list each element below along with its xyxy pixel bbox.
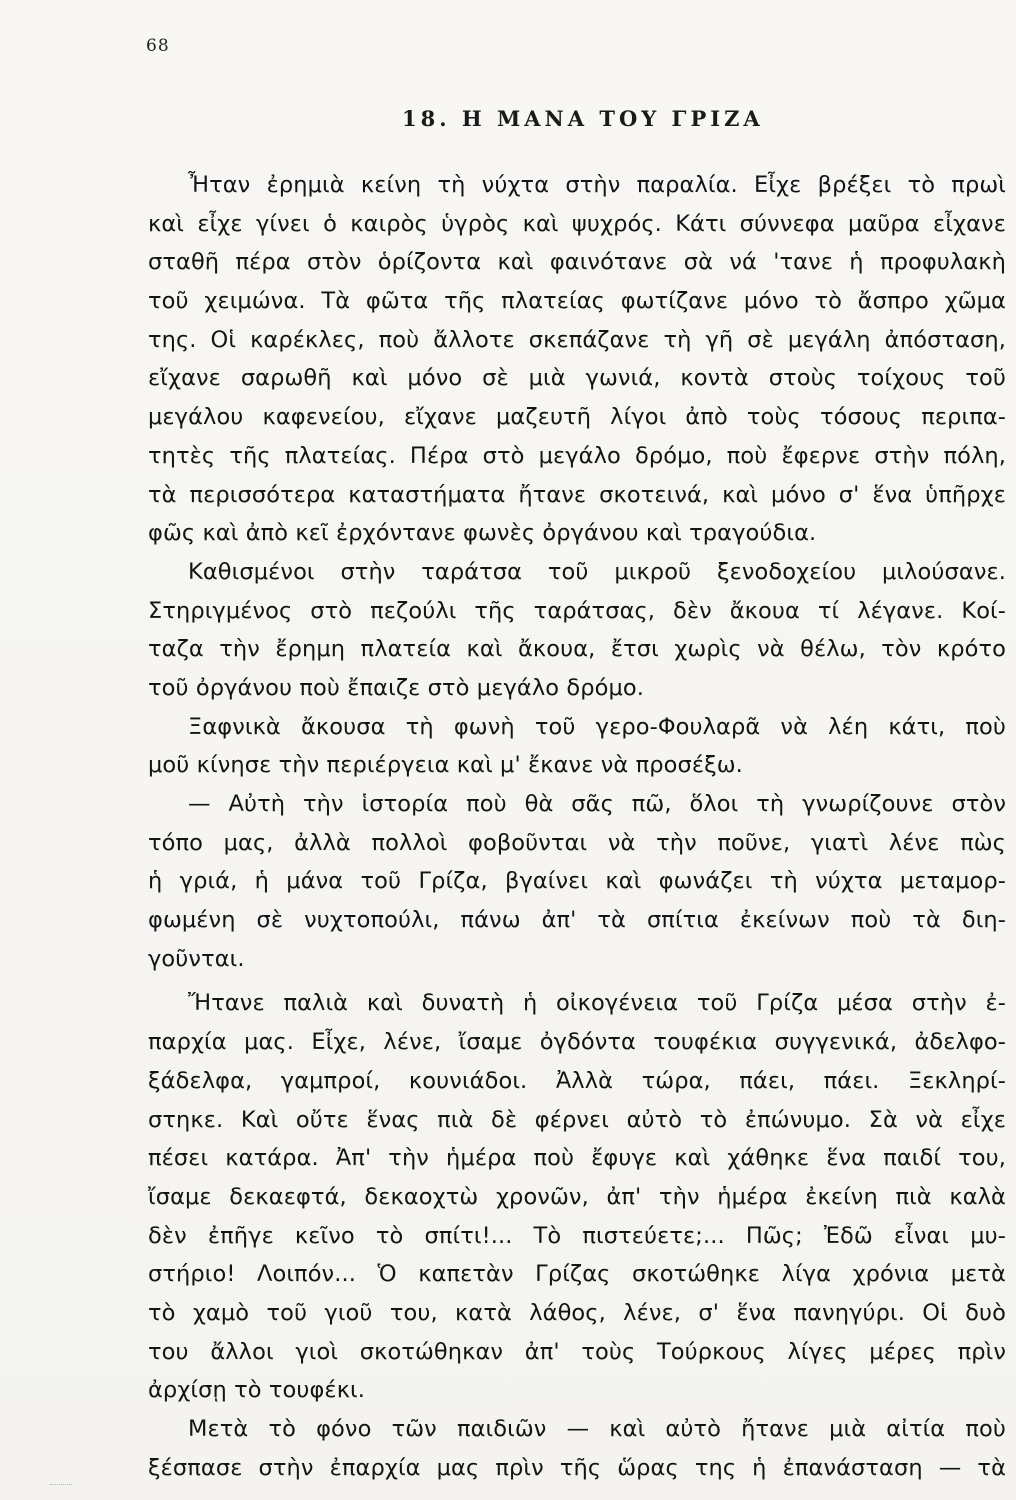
text-line: φωμένη σὲ νυχτοπούλι, πάνω ἀπ' τὰ σπίτια ἐκείνων ποὺ τὰ διη- <box>148 907 1006 934</box>
body-text <box>148 166 1006 1487</box>
text-line: τητὲς τῆς πλατείας. Πέρα στὸ μεγάλο δρόμο, ποὺ ἔφερνε στὴν πόλη, <box>148 442 1006 469</box>
text-line: τοῦ χειμώνα. Τὰ φῶτα τῆς πλατείας φωτίζανε μόνο τὸ ἄσπρο χῶμα <box>148 288 1006 315</box>
text-line: τὰ περισσότερα καταστήματα ἤτανε σκοτεινά, καὶ μόνο σ' ἕνα ὑπῆρχε <box>148 481 1006 508</box>
text-line: Μετὰ τὸ φόνο τῶν παιδιῶν — καὶ αὐτὸ ἤτανε μιὰ αἰτία ποὺ <box>188 1416 1006 1442</box>
page-number: 68 <box>146 36 170 56</box>
text-line: τόπο μας, ἀλλὰ πολλοὶ φοβοῦνται νὰ τὴν ποῦνε, γιατὶ λένε πὼς <box>148 829 1006 856</box>
text-line: παρχία μας. Εἶχε, λένε, ἴσαμε ὀγδόντα τουφέκια συγγενικά, ἀδελφο- <box>148 1029 1006 1056</box>
text-line: μεγάλου καφενείου, εἴχανε μαζευτῆ λίγοι ἀπὸ τοὺς τόσους περιπα- <box>148 404 1006 431</box>
text-line: Ξαφνικὰ ἄκουσα τὴ φωνὴ τοῦ γερο-Φουλαρᾶ νὰ λέη κάτι, ποὺ <box>188 713 1006 740</box>
text-line: καὶ εἶχε γίνει ὁ καιρὸς ὑγρὸς καὶ ψυχρός. Κάτι σύννεφα μαῦρα εἶχανε <box>148 210 1006 237</box>
text-line: ξέσπασε στὴν ἐπαρχία μας πρὶν τῆς ὥρας της ἡ ἐπανάσταση — τὰ <box>148 1454 1006 1481</box>
text-line: σταθῆ πέρα στὸν ὁρίζοντα καὶ φαινότανε σὰ νά 'τανε ἡ προφυλακὴ <box>148 249 1006 276</box>
text-line: δὲν ἐπῆγε κεῖνο τὸ σπίτι!... Τὸ πιστεύετε;... Πῶς; Ἐδῶ εἶναι μυ- <box>148 1222 1006 1249</box>
text-line: πέσει κατάρα. Ἀπ' τὴν ἡμέρα ποὺ ἔφυγε καὶ χάθηκε ἕνα παιδί του, <box>148 1145 1006 1172</box>
text-line: της. Οἱ καρέκλες, ποὺ ἄλλοτε σκεπάζανε τὴ γῆ σὲ μεγάλη ἀπόσταση, <box>148 326 1006 353</box>
text-line: μοῦ κίνησε τὴν περιέργεια καὶ μ' ἔκανε νὰ προσέξω. <box>148 752 743 779</box>
text-line: φῶς καὶ ἀπὸ κεῖ ἐρχόντανε φωνὲς ὀργάνου καὶ τραγούδια. <box>148 520 817 547</box>
text-line: τοῦ ὀργάνου ποὺ ἔπαιζε στὸ μεγάλο δρόμο. <box>148 674 645 701</box>
text-line: στηκε. Καὶ οὔτε ἕνας πιὰ δὲ φέρνει αὐτὸ τὸ ἐπώνυμο. Σὰ νὰ εἶχε <box>148 1106 1006 1133</box>
text-line: γοῦνται. <box>148 945 245 972</box>
text-line: — Αὐτὴ τὴν ἱστορία ποὺ θὰ σᾶς πῶ, ὅλοι τὴ γνωρίζουνε στὸν <box>188 791 1006 817</box>
text-line: ταζα τὴν ἔρημη πλατεία καὶ ἄκουα, ἔτσι χωρὶς νὰ θέλω, τὸν κρότο <box>148 636 1006 663</box>
text-line: στήριο! Λοιπόν... Ὁ καπετὰν Γρίζας σκοτώθηκε λίγα χρόνια μετὰ <box>148 1261 1006 1288</box>
text-line: τὸ χαμὸ τοῦ γιοῦ του, κατὰ λάθος, λένε, σ' ἕνα πανηγύρι. Οἱ δυὸ <box>148 1299 1006 1326</box>
text-line: Ἤτανε παλιὰ καὶ δυνατὴ ἡ οἰκογένεια τοῦ Γρίζα μέσα στὴν ἐ- <box>188 990 1006 1017</box>
text-line: Καθισμένοι στὴν ταράτσα τοῦ μικροῦ ξενοδοχείου μιλούσανε. <box>188 558 1006 585</box>
text-line: ξάδελφα, γαμπροί, κουνιάδοι. Ἀλλὰ τώρα, πάει, πάει. Ξεκληρί- <box>148 1067 1006 1094</box>
text-line: Στηριγμένος στὸ πεζούλι τῆς ταράτσας, δὲν ἄκουα τί λέγανε. Κοί- <box>148 597 1006 624</box>
margin-mark <box>50 1484 72 1489</box>
text-line: ἡ γριά, ἡ μάνα τοῦ Γρίζα, βγαίνει καὶ φωνάζει τὴ νύχτα μεταμορ- <box>148 868 1006 895</box>
text-line: του ἄλλοι γιοὶ σκοτώθηκαν ἀπ' τοὺς Τούρκους λίγες μέρες πρὶν <box>148 1338 1006 1365</box>
text-line: εἴχανε σαρωθῆ καὶ μόνο σὲ μιὰ γωνιά, κοντὰ στοὺς τοίχους τοῦ <box>148 365 1006 392</box>
text-line: Ἦταν ἐρημιὰ κείνη τὴ νύχτα στὴν παραλία. Εἶχε βρέξει τὸ πρωὶ <box>188 172 1006 198</box>
text-line: ἴσαμε δεκαεφτά, δεκαοχτὼ χρονῶν, ἀπ' τὴν ἡμέρα ἐκείνη πιὰ καλὰ <box>148 1183 1006 1210</box>
text-line: ἀρχίσῃ τὸ τουφέκι. <box>148 1377 366 1404</box>
chapter-title: 18. Η ΜΑΝΑ ΤΟΥ ΓΡΙΖΑ <box>402 106 764 131</box>
